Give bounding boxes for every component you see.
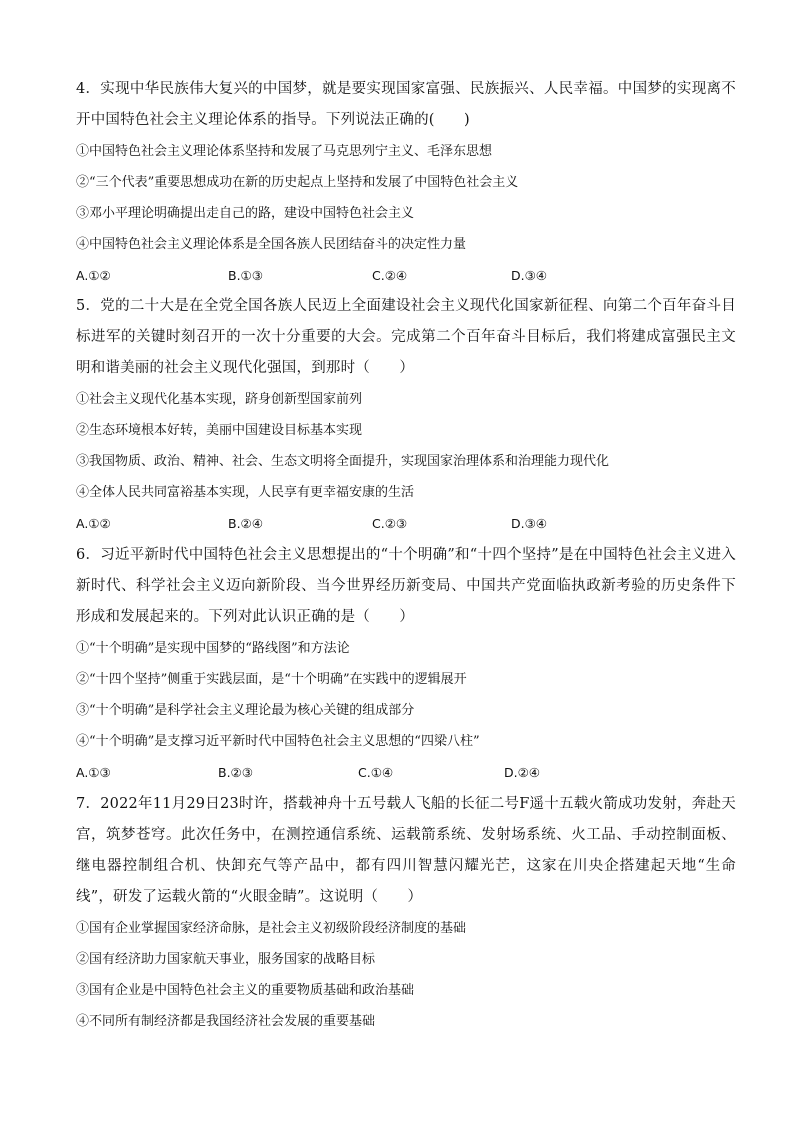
choice-b: B.②④	[228, 516, 263, 531]
question-6	[76, 540, 736, 788]
statement-2: ②“十四个坚持”侧重于实践层面，是“十个明确”在实践中的逻辑展开	[76, 672, 467, 687]
question-4	[76, 74, 736, 291]
question-stem: 4．实现中华民族伟大复兴的中国梦，就是要实现国家富强、民族振兴、人民幸福。中国梦的实现离不开中国特色社会主义理论体系的指导。下列说法正确的( )	[76, 81, 736, 128]
question-5	[76, 291, 736, 539]
choice-d: D.③④	[511, 516, 548, 531]
statement-4: ④全体人民共同富裕基本实现，人民享有更幸福安康的生活	[76, 485, 415, 500]
choice-c: C.①④	[358, 765, 394, 780]
statement-4: ④中国特色社会主义理论体系是全国各族人民团结奋斗的决定性力量	[76, 237, 467, 252]
choice-c: C.②③	[372, 516, 408, 531]
answer-choices	[76, 260, 736, 291]
statement-3: ③邓小平理论明确提出走自己的路，建设中国特色社会主义	[76, 206, 415, 221]
statement-2: ②“三个代表”重要思想成功在新的历史起点上坚持和发展了中国特色社会主义	[76, 175, 519, 190]
statement-1: ①“十个明确”是实现中国梦的“路线图”和方法论	[76, 641, 350, 656]
statement-1: ①社会主义现代化基本实现，跻身创新型国家前列	[76, 392, 363, 407]
choice-a: A.①②	[76, 268, 111, 283]
statement-4: ④“十个明确”是支撑习近平新时代中国特色社会主义思想的“四梁八柱”	[76, 734, 480, 749]
question-stem: 7．2022年11月29日23时许，搭载神舟十五号载人飞船的长征二号F遥十五载火箭成功发射，奔赴天宫，筑梦苍穹。此次任务中，在测控通信系统、运载箭系统、发射场系统、火工品、手动控制面板、继电器控制组合机、快卸充气等产品中，都有四川智慧闪耀光芒，这家在川央企搭建起天地“生命线”，研发了运载火箭的“火眼金睛”。这说明（ ）	[76, 796, 736, 905]
choice-b: B.①③	[228, 268, 263, 283]
statement-4: ④不同所有制经济都是我国经济社会发展的重要基础	[76, 1014, 376, 1029]
choice-d: D.③④	[511, 268, 548, 283]
answer-choices	[76, 508, 736, 539]
statement-3: ③国有企业是中国特色社会主义的重要物质基础和政治基础	[76, 983, 415, 998]
question-stem: 6．习近平新时代中国特色社会主义思想提出的“十个明确”和“十四个坚持”是在中国特色社会主义进入新时代、科学社会主义迈向新阶段、当今世界经历新变局、中国共产党面临执政新考验的历史条件下形成和发展起来的。下列对此认识正确的是（ ）	[76, 547, 736, 625]
statement-2: ②生态环境根本好转，美丽中国建设目标基本实现	[76, 423, 363, 438]
question-7	[76, 789, 736, 1037]
choice-a: A.①②	[76, 516, 111, 531]
statement-1: ①国有企业掌握国家经济命脉，是社会主义初级阶段经济制度的基础	[76, 921, 467, 936]
choice-d: D.②④	[504, 765, 541, 780]
statement-1: ①中国特色社会主义理论体系坚持和发展了马克思列宁主义、毛泽东思想	[76, 144, 493, 159]
statement-3: ③我国物质、政治、精神、社会、生态文明将全面提升，实现国家治理体系和治理能力现代化	[76, 454, 610, 469]
statement-3: ③“十个明确”是科学社会主义理论最为核心关键的组成部分	[76, 703, 415, 718]
choice-b: B.②③	[218, 765, 253, 780]
choice-a: A.①③	[76, 765, 111, 780]
statement-2: ②国有经济助力国家航天事业，服务国家的战略目标	[76, 952, 376, 967]
choice-c: C.②④	[372, 268, 408, 283]
answer-choices	[76, 757, 736, 788]
question-stem: 5．党的二十大是在全党全国各族人民迈上全面建设社会主义现代化国家新征程、向第二个百年奋斗目标进军的关键时刻召开的一次十分重要的大会。完成第二个百年奋斗目标后，我们将建成富强民主文明和谐美丽的社会主义现代化强国，到那时（ ）	[76, 298, 736, 376]
